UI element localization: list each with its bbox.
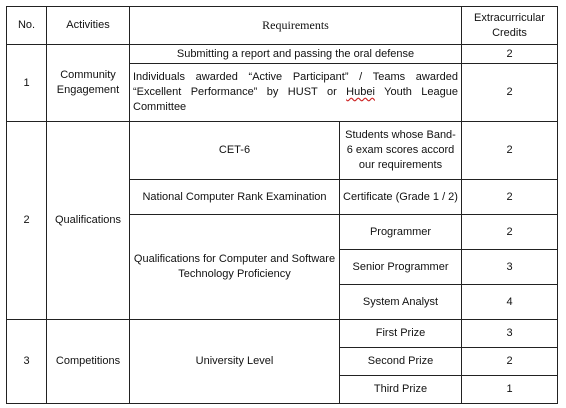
requirement-cell: Third Prize	[340, 376, 462, 404]
qualification-name: Qualifications for Computer and Software Technology Proficiency	[130, 215, 340, 320]
table-row	[7, 45, 558, 64]
requirement-cell: Programmer	[340, 215, 462, 250]
activity-name: Community Engagement	[47, 45, 130, 122]
header-credits: Extracurricular Credits	[462, 7, 558, 45]
requirement-cell: Senior Programmer	[340, 250, 462, 285]
spellcheck-word: Hubei	[346, 86, 375, 99]
requirement-cell: Students whose Band-6 exam scores accord our requirements	[340, 122, 462, 180]
credit-value: 1	[462, 376, 558, 404]
requirement-cell: Submitting a report and passing the oral defense	[130, 45, 462, 64]
qualification-name: CET-6	[130, 122, 340, 180]
row-number: 1	[7, 45, 47, 122]
credit-value: 2	[462, 45, 558, 64]
activity-name: Qualifications	[47, 122, 130, 320]
credit-value: 3	[462, 320, 558, 348]
credit-value: 2	[462, 122, 558, 180]
table-row	[7, 320, 558, 348]
competition-level: University Level	[130, 320, 340, 404]
credit-value: 2	[462, 215, 558, 250]
requirement-text: Individuals awarded “Active Participant” / Teams awarded “Excellent Performance” by HUST or	[133, 71, 458, 99]
header-requirements: Requirements	[130, 7, 462, 45]
credit-value: 2	[462, 64, 558, 122]
requirement-cell: Certificate (Grade 1 / 2)	[340, 180, 462, 215]
row-number: 2	[7, 122, 47, 320]
header-no: No.	[7, 7, 47, 45]
requirement-cell: System Analyst	[340, 285, 462, 320]
credits-table	[6, 6, 558, 404]
requirement-cell: First Prize	[340, 320, 462, 348]
credit-value: 3	[462, 250, 558, 285]
credit-value: 4	[462, 285, 558, 320]
requirement-cell: Second Prize	[340, 348, 462, 376]
requirement-text: Youth League Committee	[133, 86, 459, 113]
credit-value: 2	[462, 180, 558, 215]
header-row	[7, 7, 558, 45]
row-number: 3	[7, 320, 47, 404]
requirement-cell	[130, 64, 462, 122]
header-activities: Activities	[47, 7, 130, 45]
activity-name: Competitions	[47, 320, 130, 404]
qualification-name: National Computer Rank Examination	[130, 180, 340, 215]
table-row	[7, 122, 558, 180]
credit-value: 2	[462, 348, 558, 376]
